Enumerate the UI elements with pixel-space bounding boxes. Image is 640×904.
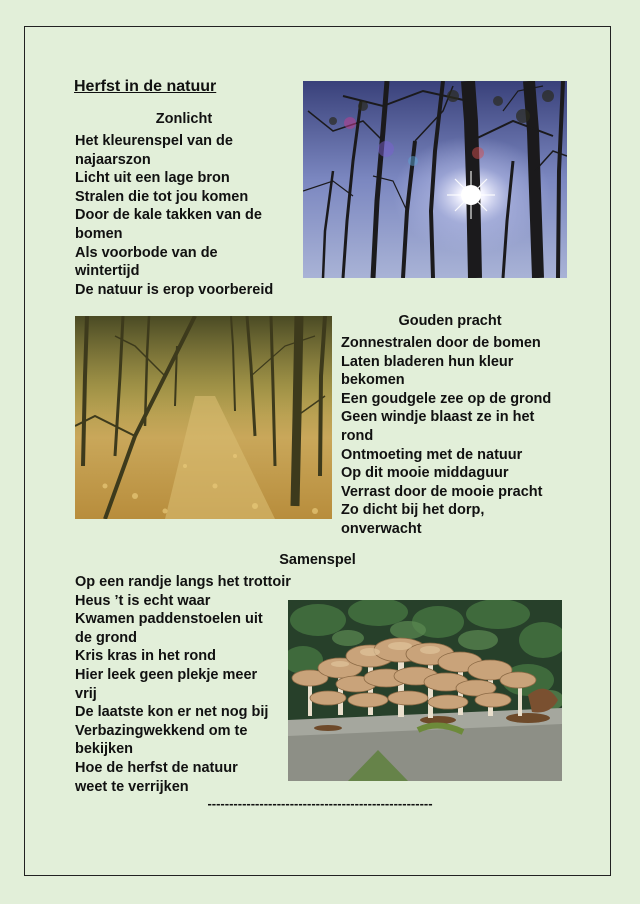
poem-line: bekomen — [341, 372, 405, 389]
poem-title-samenspel: Samenspel — [279, 552, 356, 568]
poem-line: weet te verrijken — [75, 778, 189, 795]
poem-line: Door de kale takken van de — [75, 207, 262, 224]
poem-line: Ontmoeting met de natuur — [341, 446, 523, 463]
poem-line: Stralen die tot jou komen — [75, 188, 249, 205]
poem-line: Het kleurenspel van de — [75, 133, 233, 149]
golden-path-photo — [75, 316, 332, 519]
poem-line: Op dit mooie middaguur — [341, 465, 509, 482]
mushrooms-photo — [288, 600, 562, 781]
poem-line: De laatste kon er net nog bij — [75, 704, 269, 721]
poem-title-gouden-pracht: Gouden pracht — [398, 313, 502, 329]
poem-line: Zo dicht bij het dorp, — [341, 502, 485, 519]
poem-line: Zonnestralen door de bomen — [341, 335, 541, 351]
poem-line: De natuur is erop voorbereid — [75, 281, 274, 298]
poem-line: Verrast door de mooie pracht — [341, 483, 543, 500]
poem-line: Op een randje langs het trottoir — [75, 574, 291, 590]
poem-line: Heus ’t is echt waar — [75, 592, 211, 609]
poem-line: bomen — [75, 225, 123, 242]
poem-line: wintertijd — [75, 263, 140, 280]
poem-line: Licht uit een lage bron — [75, 170, 230, 187]
poem-line: Geen windje blaast ze in het — [341, 409, 535, 426]
poem-title-zonlicht: Zonlicht — [155, 111, 213, 127]
poem-line: Verbazingwekkend om te — [75, 722, 248, 739]
poem-samenspel — [75, 573, 291, 796]
poem-line: vrij — [75, 685, 97, 702]
poem-line: bekijken — [75, 741, 134, 758]
sunlight-trees-photo — [303, 81, 567, 278]
poem-line: Als voorbode van de — [75, 244, 218, 261]
poem-line: onverwacht — [341, 520, 422, 537]
poem-line: Laten bladeren hun kleur — [341, 353, 514, 370]
poem-line: Hier leek geen plekje meer — [75, 666, 258, 683]
poem-line: Kris kras in het rond — [75, 648, 217, 665]
poem-line: Hoe de herfst de natuur — [75, 759, 238, 776]
page-title: Herfst in de natuur — [74, 78, 217, 95]
poem-gouden-pracht — [341, 334, 551, 539]
poem-line: Een goudgele zee op de grond — [341, 390, 552, 407]
poem-zonlicht — [75, 132, 273, 299]
poem-line: najaarszon — [75, 151, 151, 168]
poem-line: Kwamen paddenstoelen uit — [75, 611, 263, 628]
poem-line: rond — [341, 427, 374, 444]
section-divider: ---------------------------------------------------- — [207, 796, 433, 811]
poem-line: de grond — [75, 629, 138, 646]
